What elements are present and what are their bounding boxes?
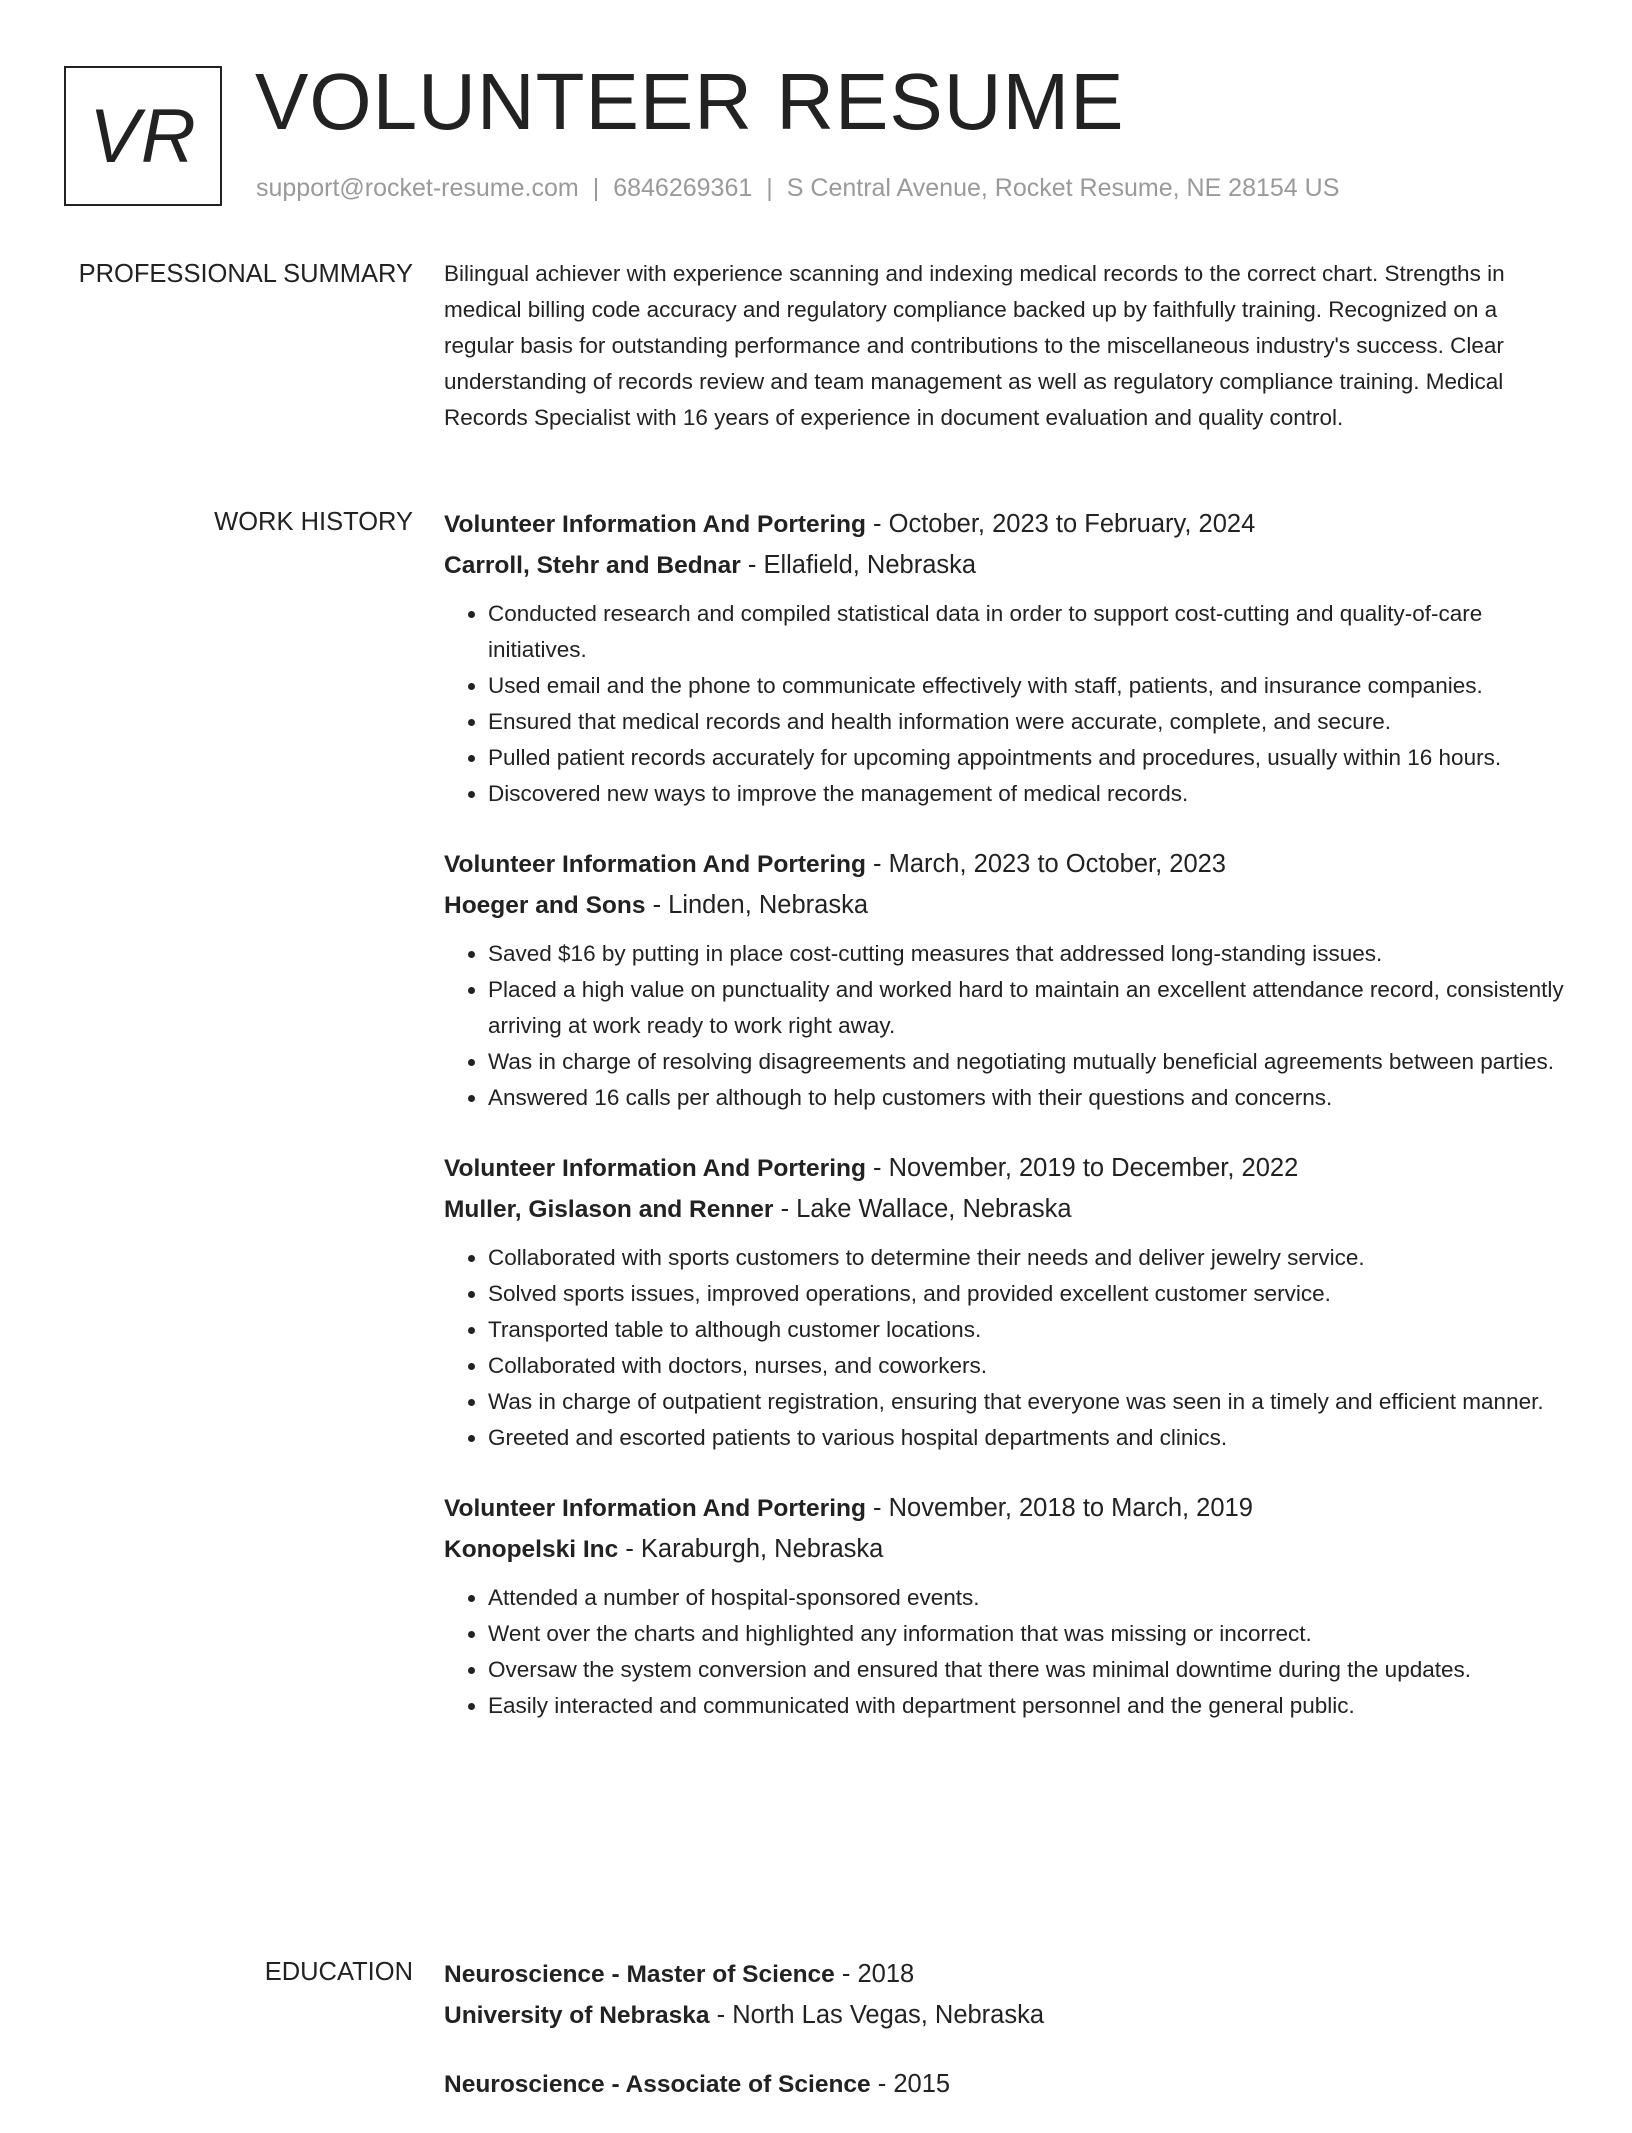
- job-company-line: [444, 1529, 1564, 1570]
- job-company-line: [444, 545, 1564, 586]
- degree-line: [444, 1954, 1564, 1995]
- contact-phone: 6846269361: [613, 174, 753, 202]
- list-item: • Oversaw the system conversion and ensured that there was minimal downtime during the updates.: [488, 1652, 1564, 1688]
- list-item: • Ensured that medical records and health information were accurate, complete, and secure.: [488, 704, 1564, 740]
- work-history-label: WORK HISTORY: [214, 508, 413, 536]
- job-entry: [444, 844, 1564, 1116]
- job-entry: [444, 1148, 1564, 1456]
- job-bullets: [444, 1580, 1564, 1724]
- list-item: • Answered 16 calls per although to help customers with their questions and concerns.: [488, 1080, 1564, 1116]
- job-company: Carroll, Stehr and Bednar: [444, 552, 741, 579]
- job-title: Volunteer Information And Portering: [444, 511, 866, 538]
- job-entry: [444, 504, 1564, 812]
- job-title: Volunteer Information And Portering: [444, 1495, 866, 1522]
- resume-title: VOLUNTEER RESUME: [255, 57, 1125, 146]
- school-line: [444, 1995, 1564, 2036]
- summary-label: PROFESSIONAL SUMMARY: [78, 260, 413, 288]
- job-dates: - October, 2023 to February, 2024: [865, 510, 1256, 538]
- list-item: • Greeted and escorted patients to various hospital departments and clinics.: [488, 1420, 1564, 1456]
- degree: Neuroscience - Associate of Science: [444, 2071, 871, 2098]
- job-company: Konopelski Inc: [444, 1536, 619, 1563]
- list-item: • Easily interacted and communicated with department personnel and the general public.: [488, 1688, 1564, 1724]
- job-title-line: [444, 844, 1564, 885]
- job-dates: - November, 2018 to March, 2019: [865, 1494, 1253, 1522]
- degree-year: - 2018: [834, 1960, 915, 1988]
- job-title-line: [444, 504, 1564, 545]
- list-item: • Solved sports issues, improved operations, and provided excellent customer service.: [488, 1276, 1564, 1312]
- list-item: • Transported table to although customer locations.: [488, 1312, 1564, 1348]
- school-location: - North Las Vegas, Nebraska: [709, 2001, 1045, 2029]
- job-title-line: [444, 1148, 1564, 1189]
- list-item: • Conducted research and compiled statistical data in order to support cost-cutting and quality-of-care initiatives.: [488, 596, 1564, 668]
- list-item: • Discovered new ways to improve the management of medical records.: [488, 776, 1564, 812]
- job-bullets: [444, 936, 1564, 1116]
- contact-line: [256, 174, 1339, 203]
- list-item: • Saved $16 by putting in place cost-cutting measures that addressed long-standing issues.: [488, 936, 1564, 972]
- summary-text: Bilingual achiever with experience scanning and indexing medical records to the correct chart. Strengths in medical billing code accuracy and regulatory compliance backed up by faithfully training. Recognized on a regular basis for outstanding performance and contributions to the miscellaneous industry's success. Clear understanding of records review and team management as well as regulatory compliance training. Medical Records Specialist with 16 years of experience in document evaluation and quality control.: [444, 261, 1505, 430]
- job-company: Muller, Gislason and Renner: [444, 1196, 774, 1223]
- job-location: - Linden, Nebraska: [645, 891, 869, 919]
- list-item: • Used email and the phone to communicate effectively with staff, patients, and insurance companies.: [488, 668, 1564, 704]
- monogram-initials: VR: [89, 93, 197, 179]
- list-item: • Placed a high value on punctuality and worked hard to maintain an excellent attendance record, consistently arriving at work ready to work right away.: [488, 972, 1564, 1044]
- job-company-line: [444, 885, 1564, 926]
- job-title-line: [444, 1488, 1564, 1529]
- degree: Neuroscience - Master of Science: [444, 1961, 835, 1988]
- job-company: Hoeger and Sons: [444, 892, 646, 919]
- education-entry: [444, 1954, 1564, 2036]
- job-entry: [444, 1488, 1564, 1724]
- job-location: - Karaburgh, Nebraska: [618, 1535, 884, 1563]
- job-title: Volunteer Information And Portering: [444, 1155, 866, 1182]
- degree-year: - 2015: [870, 2070, 951, 2098]
- list-item: • Collaborated with doctors, nurses, and coworkers.: [488, 1348, 1564, 1384]
- list-item: • Went over the charts and highlighted any information that was missing or incorrect.: [488, 1616, 1564, 1652]
- list-item: • Attended a number of hospital-sponsored events.: [488, 1580, 1564, 1616]
- job-dates: - March, 2023 to October, 2023: [865, 850, 1226, 878]
- list-item: • Pulled patient records accurately for upcoming appointments and procedures, usually within 16 hours.: [488, 740, 1564, 776]
- contact-separator: |: [766, 174, 773, 202]
- job-location: - Lake Wallace, Nebraska: [773, 1195, 1072, 1223]
- job-bullets: [444, 596, 1564, 812]
- list-item: • Was in charge of resolving disagreements and negotiating mutually beneficial agreements between parties.: [488, 1044, 1564, 1080]
- school: University of Nebraska: [444, 2002, 710, 2029]
- degree-line: [444, 2064, 1564, 2105]
- job-title: Volunteer Information And Portering: [444, 851, 866, 878]
- job-bullets: [444, 1240, 1564, 1456]
- job-location: - Ellafield, Nebraska: [740, 551, 977, 579]
- monogram-box: [64, 66, 222, 206]
- job-dates: - November, 2019 to December, 2022: [865, 1154, 1299, 1182]
- contact-separator: |: [592, 174, 600, 202]
- contact-address: S Central Avenue, Rocket Resume, NE 28154 US: [786, 174, 1340, 202]
- education-label: EDUCATION: [264, 1958, 413, 1986]
- list-item: • Was in charge of outpatient registration, ensuring that everyone was seen in a timely and efficient manner.: [488, 1384, 1564, 1420]
- job-company-line: [444, 1189, 1564, 1230]
- contact-email: support@rocket-resume.com: [256, 174, 579, 202]
- list-item: • Collaborated with sports customers to determine their needs and deliver jewelry service.: [488, 1240, 1564, 1276]
- education-entry: [444, 2064, 1564, 2105]
